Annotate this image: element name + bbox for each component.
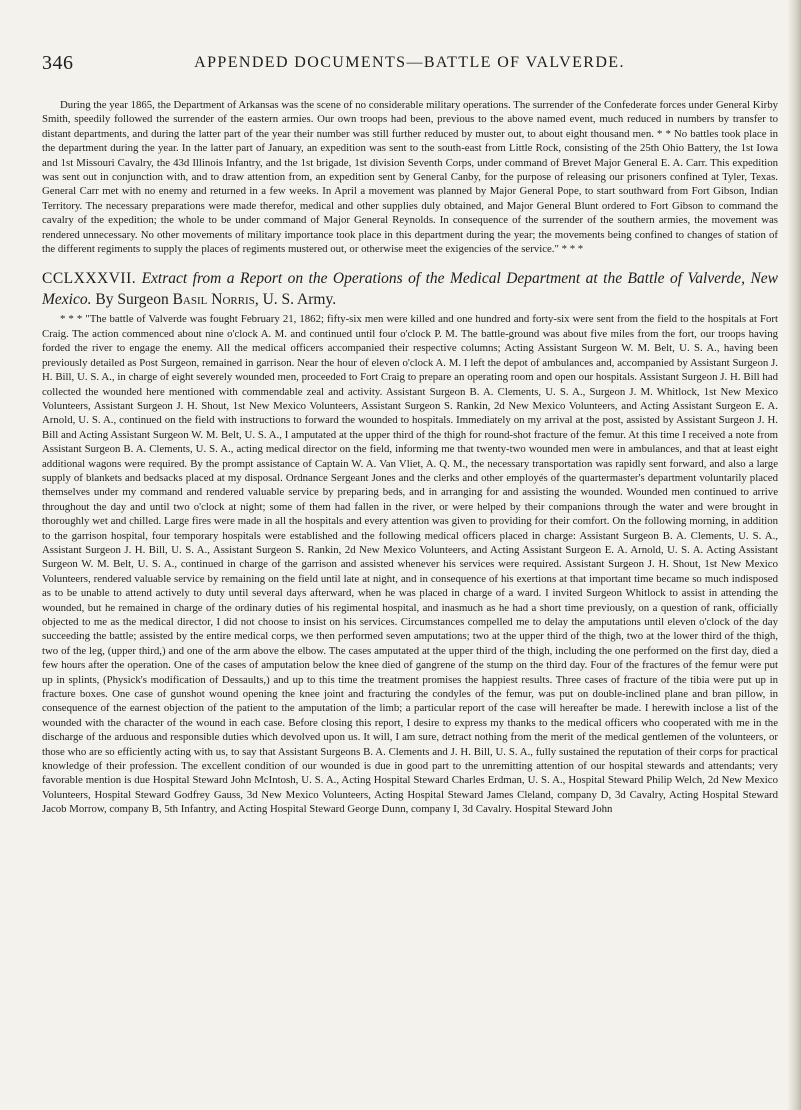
running-head: APPENDED DOCUMENTS—BATTLE OF VALVERDE. bbox=[194, 54, 625, 71]
author-prefix: By Surgeon bbox=[95, 291, 169, 309]
document-title: Extract from a Report on the Operations of the Medical Department at the Battle of Valverde, New Mexico. bbox=[42, 270, 779, 309]
page-number: 346 bbox=[42, 52, 74, 74]
author-name: Basil Norris bbox=[172, 291, 255, 309]
author-suffix: , U. S. Army. bbox=[254, 291, 337, 309]
page-header bbox=[42, 52, 777, 82]
intro-paragraph: During the year 1865, the Department of Arkansas was the scene of no considerable military operations. The surrender of the Confederate forces under General Kirby Smith, speedily followed the surrender of the eastern armies. Our own troops had been, previous to the above named event, much reduced in numbers by transfer to distant departments, and during the latter part of the year their number was still further reduced by muster out, to about eight thousand men. * * No battles took place in the department during the year. In the latter part of January, an expedition was sent to the south-east from Little Rock, consisting of the 25th Ohio Battery, the 1st Iowa and 1st Missouri Cavalry, the 43d Illinois Infantry, and the 1st brigade, 1st division Seventh Corps, under command of Brevet Major General E. A. Carr. This expedition was sent out in conjunction with, and to draw attention from, an expedition sent by General Canby, for the purpose of releasing our prisoners confined at Tyler, Texas. General Carr met with no enemy and returned in a few weeks. In April a movement was planned by Major General Pope, to start southward from Fort Gibson, Indian Territory. The necessary preparations were made therefor, medical and other supplies duly obtained, and Major General Blunt ordered to Fort Gibson to command the cavalry of the expedition; the whole to be under command of Major General Reynolds. In consequence of the surrender of the southern armies, the movement was rendered unnecessary. No other movements of military importance took place in this department during the year; the movements being confined to changes of station of the different regiments to supply the places of regiments mustered out, or otherwise meet the exigencies of the service." * * * bbox=[42, 99, 778, 256]
report-paragraph: * * * "The battle of Valverde was fought February 21, 1862; fifty-six men were killed and one hundred and forty-six were sent from the field to the hospitals at Fort Craig. The action commenced about nine o'clock A. M. and continued until four o'clock P. M. The battle-ground was about five miles from the fort, our troops having forded the river to engage the enemy. All the medical officers accompanied their respective columns; Acting Assistant Surgeon W. M. Belt, U. S. A., having been previously detailed as Post Surgeon, remained in garrison. Near the hour of eleven o'clock A. M. I left the depot of ambulances and, accompanied by Assistant Surgeon J. H. Bill, U. S. A., in charge of eight severely wounded men, proceeded to Fort Craig to prepare an operating room and open our hospitals. Assistant Surgeon J. H. Bill had collected the wounded here mentioned with commendable zeal and activity. Assistant Surgeon B. A. Clements, U. S. A., Surgeon J. M. Whitlock, 1st New Mexico Volunteers, Assistant Surgeon J. H. Shout, 1st New Mexico Volunteers, Assistant Surgeon S. Rankin, 2d New Mexico Volunteers, and Acting Assistant Surgeon E. A. Arnold, U. S. A., continued on the field with instructions to forward the wounded to hospitals. Immediately on my arrival at the post, assisted by Assistant Surgeon J. H. Bill and Acting Assistant Surgeon W. M. Belt, U. S. A., I amputated at the upper third of the thigh for round-shot fracture of the femur. At this time I received a note from Assistant Surgeon B. A. Clements, U. S. A., acting medical director on the field, informing me that twenty-two wounded men were in ambulances, and that at least eight additional wagons were required. By the prompt assistance of Captain W. A. Van Vliet, A. Q. M., the necessary transportation was rapidly sent forward, and also a large supply of blankets and bedsacks placed at my disposal. Ordnance Sergeant Jones and the clerks and other employés of the quartermaster's department voluntarily placed themselves under my command and rendered valuable service by preparing beds, and in arranging for and assisting the wounded. Wounded men continued to arrive throughout the day and until two o'clock at night; some of them had fallen in the river, or were helped by their companions through the water and were brought in thoroughly wet and chilled. Large fires were made in all the hospitals and every attention was given to providing for their comfort. On the following morning, in addition to the garrison hospital, four temporary hospitals were established and the following medical officers placed in charge: Assistant Surgeon B. A. Clements, U. S. A., Assistant Surgeon J. H. Bill, U. S. A., Assistant Surgeon S. Rankin, 2d New Mexico Volunteers, and Acting Assistant Surgeon E. A. Arnold, U. S. A. Acting Assistant Surgeon W. M. Belt, U. S. A., continued in charge of the garrison and assisted whenever his services were required. Assistant Surgeon J. H. Shout, 1st New Mexico Volunteers, rendered valuable service by remaining on the field until late at night, and in consequence of his exertions at that important time became so much indisposed as to be unable to attend actively to duty until several days afterward, when he was placed in charge of a ward. I invited Surgeon Whitlock to assist in attending the wounded, but he remained in charge of the ordinary duties of his regimental hospital, and inasmuch as he had a short time previously, on a question of rank, officially objected to me as the medical director, I did not choose to insist on his services. Circumstances compelled me to delay the amputations until eleven o'clock of the day succeeding the battle; assisted by the entire medical corps, we then performed seven amputations; two at the upper third of the thigh, two at the lower third of the thigh, two of the leg, (upper third,) and one of the arm above the elbow. The cases amputated at the upper third of the thigh, including the one performed on the first day, died a few hours after the operation. One of the cases of amputation below the knee died of gangrene of the stump on the third day. Four of the fractures of the femur were put up in splints, (Physick's modification of Dessaults,) and up to this time the treatment promises the happiest results. Three cases of fracture of the tibia were put up in fracture boxes. One case of gunshot wound opening the knee joint and fracturing the condyles of the femur, was put on double-inclined plane and bran pillow, in consequence of the earnest objection of the patient to the amputation of the limb; a particular report of the case will hereafter be made. I herewith inclose a list of the wounded with the character of the wound in each case. Before closing this report, I desire to express my thanks to the medical officers who cooperated with me in the discharge of the arduous and responsible duties which devolved upon us. It will, I am sure, detract nothing from the merit of the medical gentlemen of the volunteers, or those who are so efficiently acting with us, to say that Assistant Surgeons B. A. Clements and J. H. Bill, U. S. A., fully sustained the reputation of their corps for practical knowledge of their profession. The excellent condition of our wounded is due in good part to the unremitting attention of our hospital stewards and attendants; very favorable mention is due Hospital Steward John McIntosh, U. S. A., Acting Hospital Steward Charles Erdman, U. S. A., Hospital Steward Philip Welch, 2d New Mexico Volunteers, Hospital Steward Godfrey Gauss, 3d New Mexico Volunteers, Acting Hospital Steward James Cleland, company D, 3d Cavalry, Acting Hospital Steward Jacob Morrow, company B, 5th Infantry, and Acting Hospital Steward George Dunn, company I, 3d Cavalry. Hospital Steward John bbox=[42, 313, 778, 816]
page-edge-shadow bbox=[787, 0, 801, 1110]
document-heading bbox=[42, 268, 778, 310]
page-body bbox=[42, 98, 778, 817]
document-number: CCLXXXVII. bbox=[42, 270, 137, 288]
